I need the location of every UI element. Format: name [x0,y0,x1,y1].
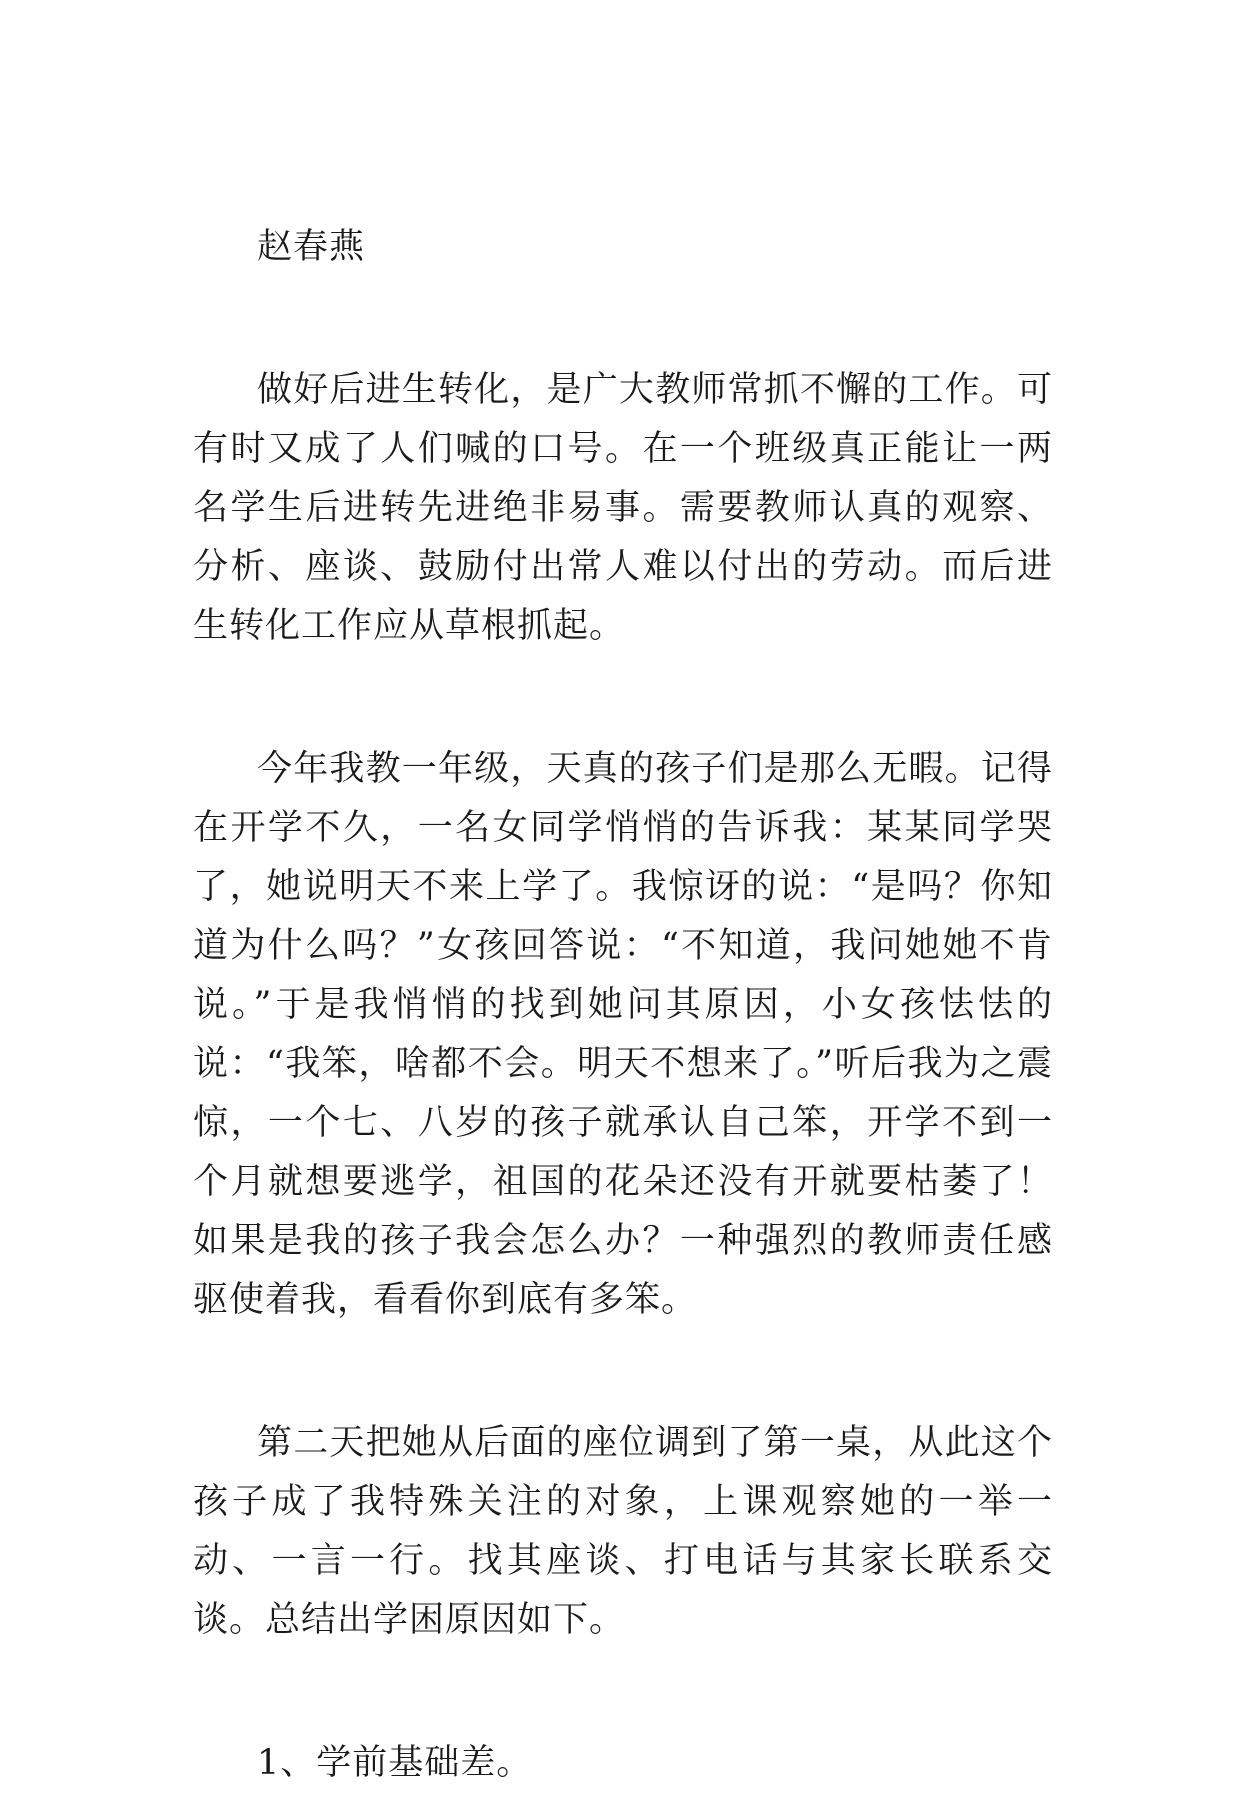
paragraph-1: 做好后进生转化，是广大教师常抓不懈的工作。可有时又成了人们喊的口号。在一个班级真正能让一两名学生后进转先进绝非易事。需要教师认真的观察、分析、座谈、鼓励付出常人难以付出的劳动。而后进生转化工作应从草根抓起。 [193,370,1053,646]
list-item-1: 1、学前基础差。 [257,1743,533,1783]
paragraph-3: 第二天把她从后面的座位调到了第一桌，从此这个孩子成了我特殊关注的对象，上课观察她的一举一动、一言一行。找其座谈、打电话与其家长联系交谈。总结出学困原因如下。 [193,1423,1053,1640]
document-body [193,218,1053,1793]
paragraph-2: 今年我教一年级，天真的孩子们是那么无暇。记得在开学不久，一名女同学悄悄的告诉我：某某同学哭了，她说明天不来上学了。我惊讶的说：“是吗？你知道为什么吗？”女孩回答说：“不知道，我问她她不肯说。”于是我悄悄的找到她问其原因，小女孩怯怯的说：“我笨，啥都不会。明天不想来了。”听后我为之震惊，一个七、八岁的孩子就承认自己笨，开学不到一个月就想要逃学，祖国的花朵还没有开就要枯萎了！如果是我的孩子我会怎么办？一种强烈的教师责任感驱使着我，看看你到底有多笨。 [193,749,1053,1320]
author-name: 赵春燕 [257,227,366,267]
